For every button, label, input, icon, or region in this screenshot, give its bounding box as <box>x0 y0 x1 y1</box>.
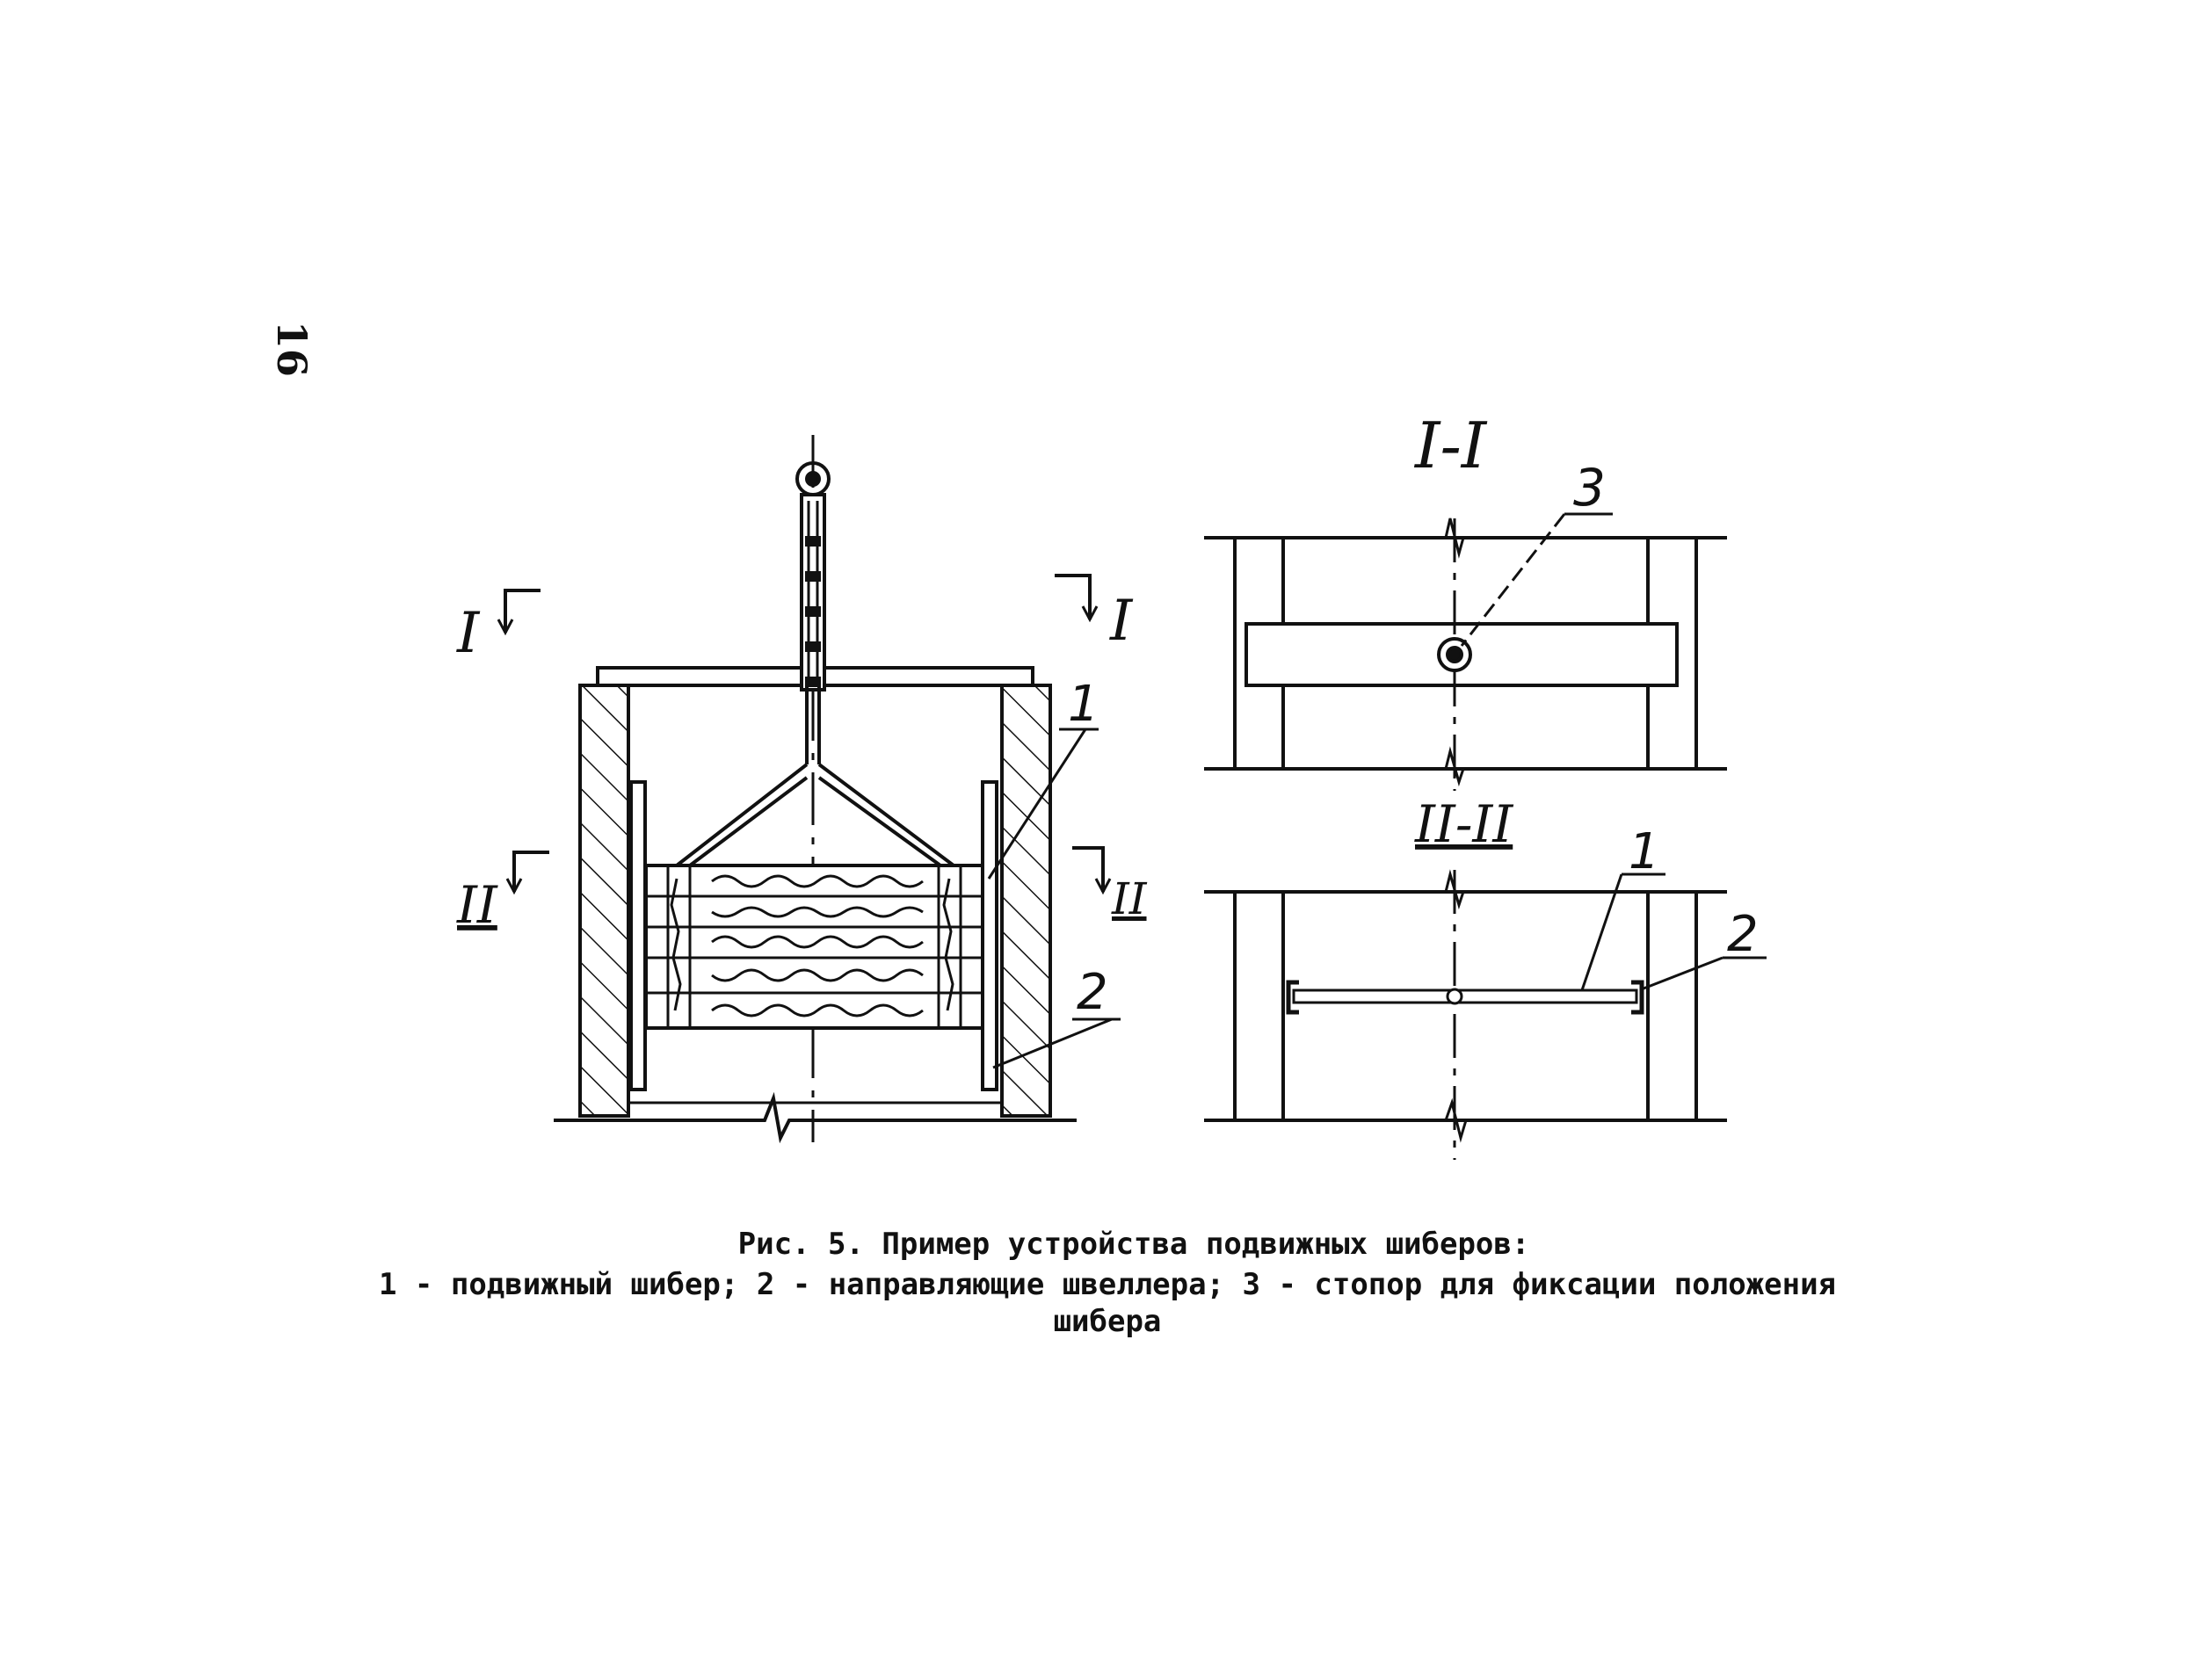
callout-label-2-section: 2 <box>1727 906 1759 963</box>
callout-leader-2-section <box>1644 958 1723 988</box>
section-view-I-I <box>1204 514 1727 791</box>
section-mark-I-right <box>1055 576 1090 619</box>
page-number: 16 <box>268 320 316 378</box>
right-guide-channel <box>983 782 997 1090</box>
section-mark-II-left <box>514 852 549 892</box>
shutter-plate-section <box>1294 990 1636 1003</box>
bottom-base-line <box>554 1098 1077 1138</box>
view-title-I-I: I-I <box>1415 409 1487 482</box>
left-wall <box>580 685 628 1116</box>
callout-label-1-section: 1 <box>1629 823 1660 880</box>
section-label-I-right: I <box>1110 589 1133 654</box>
section-mark-I-left <box>505 590 541 633</box>
section-view-II-II <box>1204 870 1767 1160</box>
shutter-block <box>646 865 983 1028</box>
figure-caption <box>334 1226 1881 1340</box>
callout-label-1-main: 1 <box>1068 676 1099 733</box>
right-wall <box>1002 685 1050 1116</box>
callout-label-2-main: 2 <box>1077 964 1108 1021</box>
callout-label-3: 3 <box>1573 458 1606 518</box>
section-label-II-right: II <box>1112 873 1147 924</box>
sling-left <box>677 764 807 865</box>
main-elevation-view <box>498 435 1121 1142</box>
lifting-rod <box>802 495 824 690</box>
section-label-II-left: II <box>457 875 497 935</box>
caption-title: Рис. 5. Пример устройства подвижных шиберов: <box>737 1227 1530 1262</box>
caption-legend: 1 - подвижный шибер; 2 - направляющие швеллера; 3 - стопор для фиксации положения шибера <box>378 1267 1837 1339</box>
section-label-I-left: I <box>457 601 480 666</box>
left-guide-channel <box>631 782 645 1090</box>
view-title-II-II: II-II <box>1415 794 1513 854</box>
sling-right <box>819 764 954 865</box>
